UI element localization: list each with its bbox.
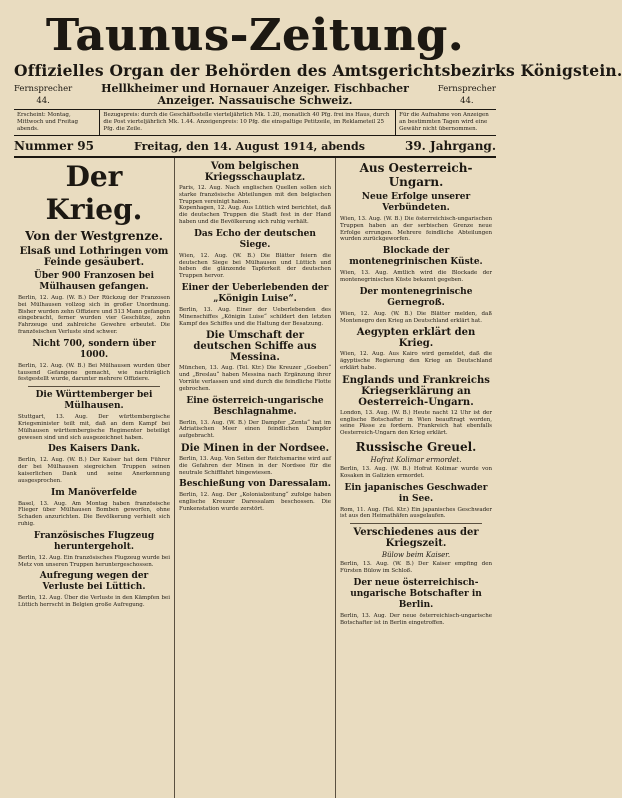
newspaper-title: Taunus-Zeitung. [45,10,465,61]
issue-bar [14,136,496,158]
article-body: Berlin, 12. Aug. Über die Verluste in den Kämpfen bei Lüttich herrscht in Belgien große Aufregung. [18,595,170,609]
article-body: Berlin, 12. Aug. Ein französisches Flugzeug wurde bei Metz von unseren Truppen heruntergeschossen. [18,554,170,568]
ad-notice: Für die Aufnahme von Anzeigen an bestimmten Tagen wird eine Gewähr nicht übernommen. [399,112,489,132]
article-body: Wien, 13. Aug. Amtlich wird die Blockade der montenegrinischen Küste bekannt gegeben. [340,270,492,283]
article-body: Berlin, 13. Aug. Von Seiten der Reichsmarine wird auf die Gefahren der Minen in der Nordsee für die neutrale Schifffahrt hingewiesen. [179,455,331,476]
masthead [14,10,622,107]
article-body: Berlin, 13. Aug. Einer der Ueberlebenden des Minenschiffes „Königin Luise“ schildert den letzten Kampf des Schiffes und die Haltung der Besatzung. [179,306,331,327]
article-heading: Der montenegrinische Gernegroß. [359,286,473,308]
article-heading: Vom belgischen Kriegsschauplatz. [204,161,306,183]
article-heading: Von der Westgrenze. [25,229,163,243]
article-body: Berlin, 13. Aug. (W. B.) Der Dampfer „Zenta“ hat im Adriatischen Meer einen feindlichen Dampfer aufgebracht. [179,419,331,440]
issue-date: Freitag, den 14. August 1914, abends [133,139,365,153]
issue-year: 39. Jahrgang. [404,139,496,153]
phone-left: Fernsprecher 44. [14,84,73,106]
article-heading: Neue Erfolge unserer Verbündeten. [361,192,471,213]
column-3 [336,158,496,798]
article-heading: Des Kaisers Dank. [47,444,141,455]
article-heading: Im Manöverfelde [51,487,137,498]
article-heading: Die Minen in der Nordsee. [180,442,330,454]
article-heading: Die Württemberger bei Mülhausen. [35,390,153,412]
article-heading: Blockade der montenegrinischen Küste. [349,246,483,268]
article-body: Berlin, 12. Aug. (W. B.) Der Kaiser hat dem Führer der bei Mülhausen siegreichen Truppen seinen kaiserlichen Dank und seine Anerkennung ausgesprochen. [18,457,170,484]
article-heading: Eine österreich-ungarische Beschlagnahme. [186,395,324,417]
article-body: Berlin, 12. Aug. (W. B.) Der Rückzug der Franzosen bei Mülhausen vollzog sich in großer Unordnung. Bisher wurden zehn Offiziere und 513 Mann gefangen eingebracht, ferner wurden vier Geschütze, zehn Fahrzeuge und zahlreiche Gewehre erbeutet. Die französischen Verluste sind schwer. [18,295,170,335]
divider [350,523,482,524]
article-body: Kopenhagen, 12. Aug. Aus Lüttich wird berichtet, daß die deutschen Truppen die Stadt fest in der Hand haben und die Bevölkerung sich ruhig verhält. [179,205,331,225]
article-heading: Über 900 Franzosen bei Mülhausen gefangen. [33,271,155,292]
publication-schedule: Erscheint: Montag, Mittwoch und Freitag abends. [14,110,100,135]
article-heading: Die Umschaft der deutschen Schiffe aus Messina. [193,330,317,364]
regional-tagline: Hellkheimer und Hornauer Anzeiger. Fischbacher Anzeiger. Nassauische Schweiz. [101,82,409,107]
column-1 [14,158,175,798]
phone-right: Fernsprecher 44. [437,84,496,106]
article-heading: Aufregung wegen der Verluste bei Lüttich. [39,571,149,593]
article-heading: Der neue österreichisch-ungarische Botschafter in Berlin. [350,577,482,610]
article-body: Berlin, 12. Aug. Der „Kolonialzeitung“ zufolge haben englische Kreuzer Daressalam beschossen. Die Funkenstation wurde zerstört. [179,492,331,512]
article-heading: Englands und Frankreichs Kriegserklärung an Oesterreich-Ungarn. [342,374,490,408]
article-heading: Beschießung von Daressalam. [179,479,331,490]
article-heading: Ein japanisches Geschwader in See. [344,482,488,504]
article-body: Berlin, 13. Aug. Der neue österreichisch-ungarische Botschafter ist in Berlin eingetroffen. [340,612,492,626]
columns [14,158,496,798]
article-body: Stuttgart, 13. Aug. Der württembergische Kriegsminister teilt mit, daß an dem Kampf bei Mülhausen württembergische Regimenter beteiligt gewesen sind und sich ausgezeichnet haben. [18,414,170,441]
article-subheading: Bülow beim Kaiser. [381,551,451,560]
article-body: Wien, 12. Aug. Aus Kairo wird gemeldet, daß die ägyptische Regierung den Krieg an Deutschland erklärt habe. [340,351,492,371]
article-heading: Aegypten erklärt den Krieg. [356,327,476,350]
article-heading: Nicht 700, sondern über 1000. [32,338,156,360]
article-heading: Einer der Ueberlebenden der „Königin Luise“. [181,282,329,304]
article-heading: Verschiedenes aus der Kriegszeit. [353,527,479,550]
issue-number: Nummer 95 [14,139,94,153]
newspaper-subtitle: Offizielles Organ der Behörden des Amtsgerichtsbezirks Königstein. [14,61,622,80]
article-body: Paris, 12. Aug. Nach englischen Quellen sollen sich starke französische Abteilungen mit den belgischen Truppen vereinigt haben. [179,185,331,205]
article-body: Wien, 12. Aug. (W. B.) Die Blätter melden, daß Montenegro den Krieg an Deutschland erklärt hat. [340,310,492,324]
article-body: Berlin, 13. Aug. (W. B.) Hofrat Kolimar wurde von Kosaken in Galizien ermordet. [340,465,492,479]
column-2 [175,158,336,798]
article-body: Wien, 12. Aug. (W. B.) Die Blätter feiern die deutschen Siege bei Mülhausen und Lüttich und heben die glänzende Tapferkeit der deutschen Truppen hervor. [179,252,331,280]
divider [28,386,160,387]
article-heading: Russische Greuel. [355,439,477,454]
banner-headline: Der Krieg. [45,160,143,226]
article-body: London, 13. Aug. (W. B.) Heute nacht 12 Uhr ist der englische Botschafter in Wien beauftragt worden, seine Pässe zu fordern. Frankreich hat ebenfalls Oesterreich-Ungarn den Krieg erklärt. [340,409,492,437]
article-heading: Aus Oesterreich-Ungarn. [359,161,473,189]
article-body: Berlin, 12. Aug. (W. B.) Bei Mülhausen wurden über tausend Gefangene gemacht, wie nachträglich festgestellt wurde, darunter mehrere Offiziere. [18,362,170,383]
article-body: Basel, 13. Aug. Am Montag haben französische Flieger über Mülhausen Bomben geworfen, ohne Schaden anzurichten. Die Bevölkerung verhielt sich ruhig. [18,500,170,527]
tagline-row [14,83,496,107]
article-heading: Elsaß und Lothringen vom Feinde gesäubert. [19,246,169,268]
article-subheading: Hofrat Kolimar ermordet. [370,455,462,464]
info-row [14,109,496,136]
pricing-info: Bezugspreis: durch die Geschäftsstelle vierteljährlich Mk. 1.20, monatlich 40 Pfg. frei ins Haus, durch die Post vierteljährlich Mk. 1.44. Anzeigenpreis: 10 Pfg. die einspaltige Petitzeile, im Reklameteil 25 Pfg. die Zeile. [100,110,396,135]
article-body: Wien, 13. Aug. (W. B.) Die österreichisch-ungarischen Truppen haben an der serbischen Grenze neue Erfolge errungen. Mehrere feindliche Abteilungen wurden zurückgeworfen. [340,216,492,243]
article-heading: Französisches Flugzeug heruntergeholt. [33,530,155,552]
article-heading: Das Echo der deutschen Siege. [194,228,316,250]
article-body: Berlin, 13. Aug. (W. B.) Der Kaiser empfing den Fürsten Bülow im Schloß. [340,561,492,574]
article-body: Rom, 11. Aug. (Tel. Ktr.) Ein japanisches Geschwader ist aus den Heimathäfen ausgelaufen. [340,506,492,520]
article-body: München, 13. Aug. (Tel. Ktr.) Die Kreuzer „Goeben“ und „Breslau“ haben Messina nach Ergänzung ihrer Vorräte verlassen und sind durch die feindliche Flotte gebrochen. [179,365,331,392]
